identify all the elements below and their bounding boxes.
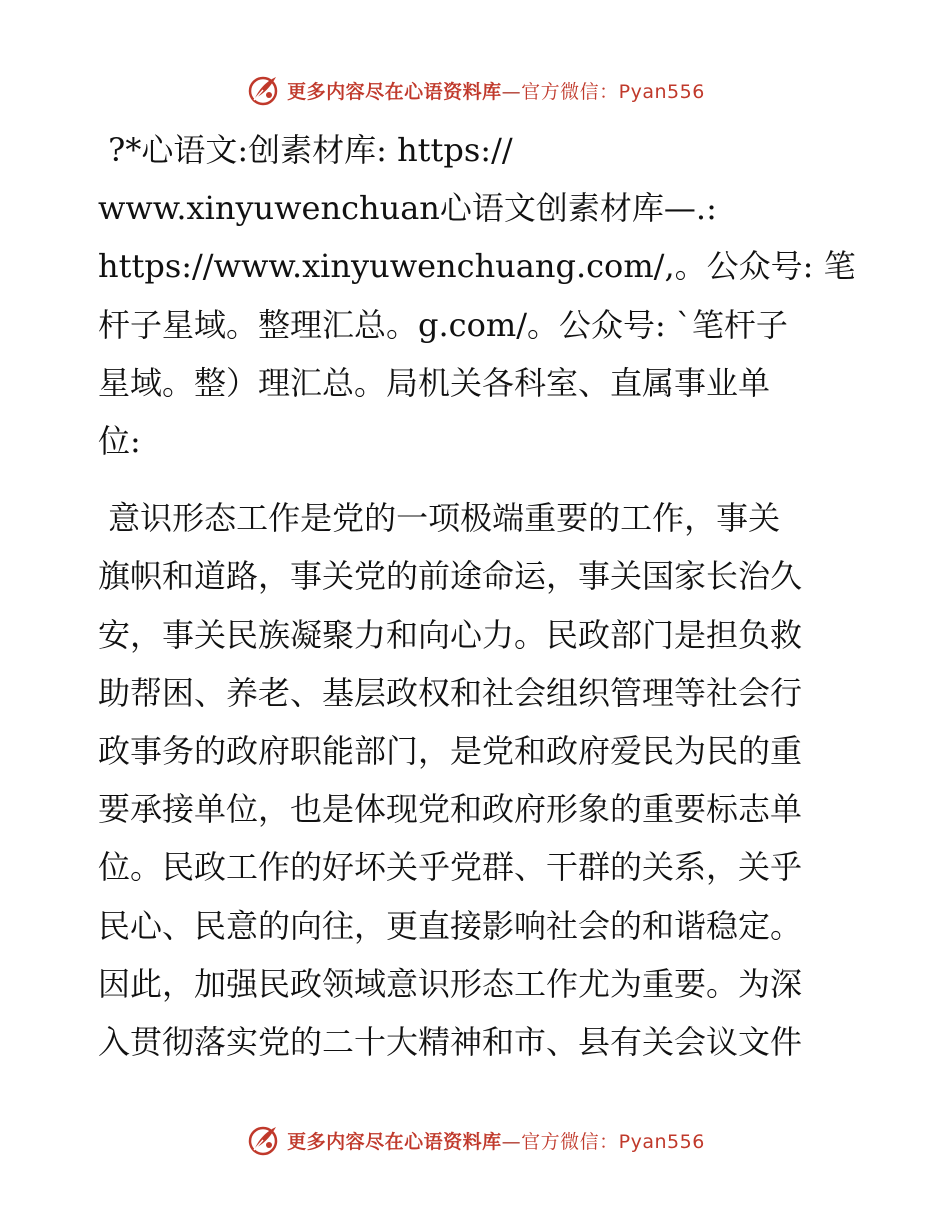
footer-brand-text: 更多内容尽在心语资料库 (287, 1130, 502, 1153)
feather-quill-circle-icon (245, 1122, 281, 1158)
header-separator: — (501, 80, 522, 103)
paragraph-main: 意识形态工作是党的一项极端重要的工作，事关 旗帜和道路，事关党的前途命运，事关国家长治久 安，事关民族凝聚力和向心力。民政部门是担负救 助帮困、养老、基层政权和社会组织管理等社会行 政事务的政府职能部门，是党和政府爱民为民的重 要承接单位，也是体现党和政府形象的重要标志单 位。民政工作的好坏关乎党群、干群的关系，关乎 民心、民意的向往，更直接影响社会的和谐稳定。 因此，加强民政领域意识形态工作尤为重要。为深 入贯彻落实党的二十大精神和市、县有关会议文件 (98, 499, 803, 1062)
header-banner (0, 70, 950, 110)
footer-banner (0, 1120, 950, 1160)
paragraph-intro: ?*心语文:创素材库: https:// www.xinyuwenchuan心语文创素材库—.: https://www.xinyuwenchuang.com/,。公众号: 笔 杆子星域。整理汇总。g.com/。公众号: `笔杆子 星域。整）理汇总。局机关各科室、直属事业单 位: (98, 131, 856, 461)
footer-banner-text (287, 1127, 705, 1154)
header-banner-text (287, 77, 705, 104)
footer-contact-text: 官方微信：Pyan556 (521, 1130, 705, 1153)
document-body (98, 121, 858, 1071)
feather-quill-circle-icon (245, 72, 281, 108)
footer-separator: — (501, 1130, 522, 1153)
header-brand-text: 更多内容尽在心语资料库 (287, 80, 502, 103)
header-contact-text: 官方微信：Pyan556 (521, 80, 705, 103)
